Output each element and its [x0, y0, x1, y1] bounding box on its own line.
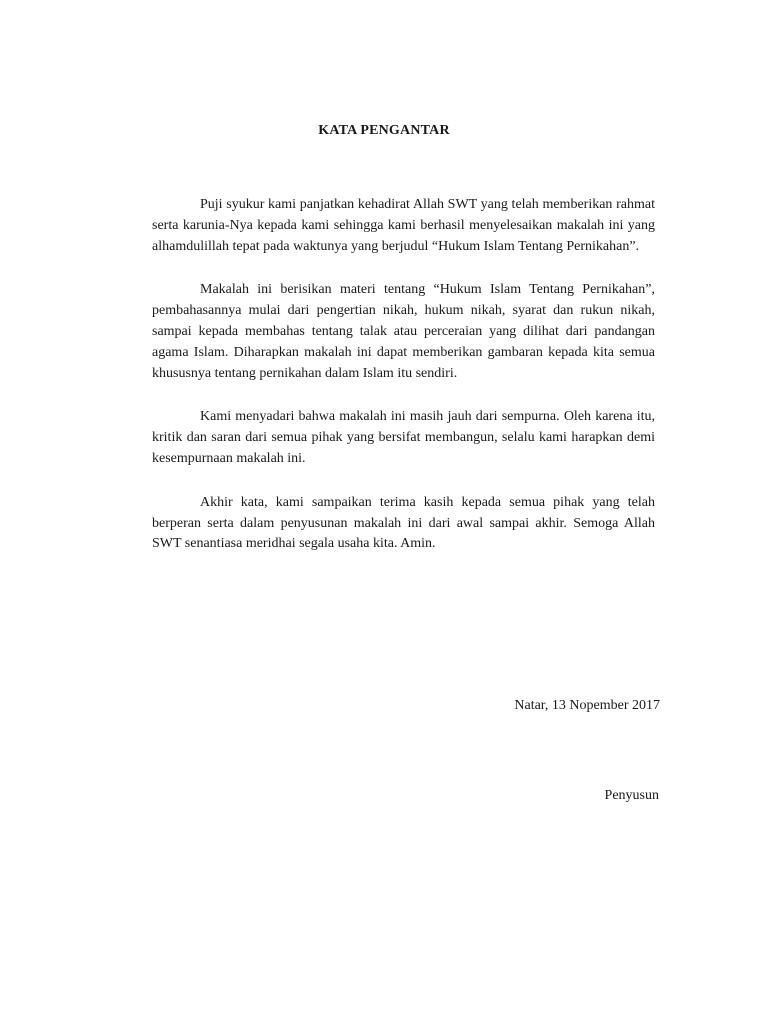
- paragraph-4: Akhir kata, kami sampaikan terima kasih kepada semua pihak yang telah berperan serta dalam penyusunan makalah ini dari awal sampai akhir. Semoga Allah SWT senantiasa meridhai segala usaha kita. Amin.: [152, 494, 655, 552]
- paragraph-3: Kami menyadari bahwa makalah ini masih jauh dari sempurna. Oleh karena itu, kritik dan saran dari semua pihak yang bersifat membangun, selalu kami harapkan demi kesempurnaan makalah ini.: [152, 409, 655, 466]
- place-date: Natar, 13 Nopember 2017: [514, 698, 660, 713]
- signer: Penyusun: [604, 788, 659, 803]
- page-title: KATA PENGANTAR: [318, 123, 450, 138]
- body-text: [152, 195, 655, 578]
- paragraph-1: Puji syukur kami panjatkan kehadirat Allah SWT yang telah memberikan rahmat serta karunia-Nya kepada kami sehingga kami berhasil menyelesaikan makalah ini yang alhamdulillah tepat pada waktunya yang berjudul “Hukum Islam Tentang Pernikahan”.: [152, 197, 655, 254]
- paragraph-2: Makalah ini berisikan materi tentang “Hukum Islam Tentang Pernikahan”, pembahasannya mulai dari pengertian nikah, hukum nikah, syarat dan rukun nikah, sampai kepada membahas tentang talak atau perceraian yang dilihat dari pandangan agama Islam. Diharapkan makalah ini dapat memberikan gambaran kepada kita semua khususnya tentang pernikahan dalam Islam itu sendiri.: [152, 282, 655, 381]
